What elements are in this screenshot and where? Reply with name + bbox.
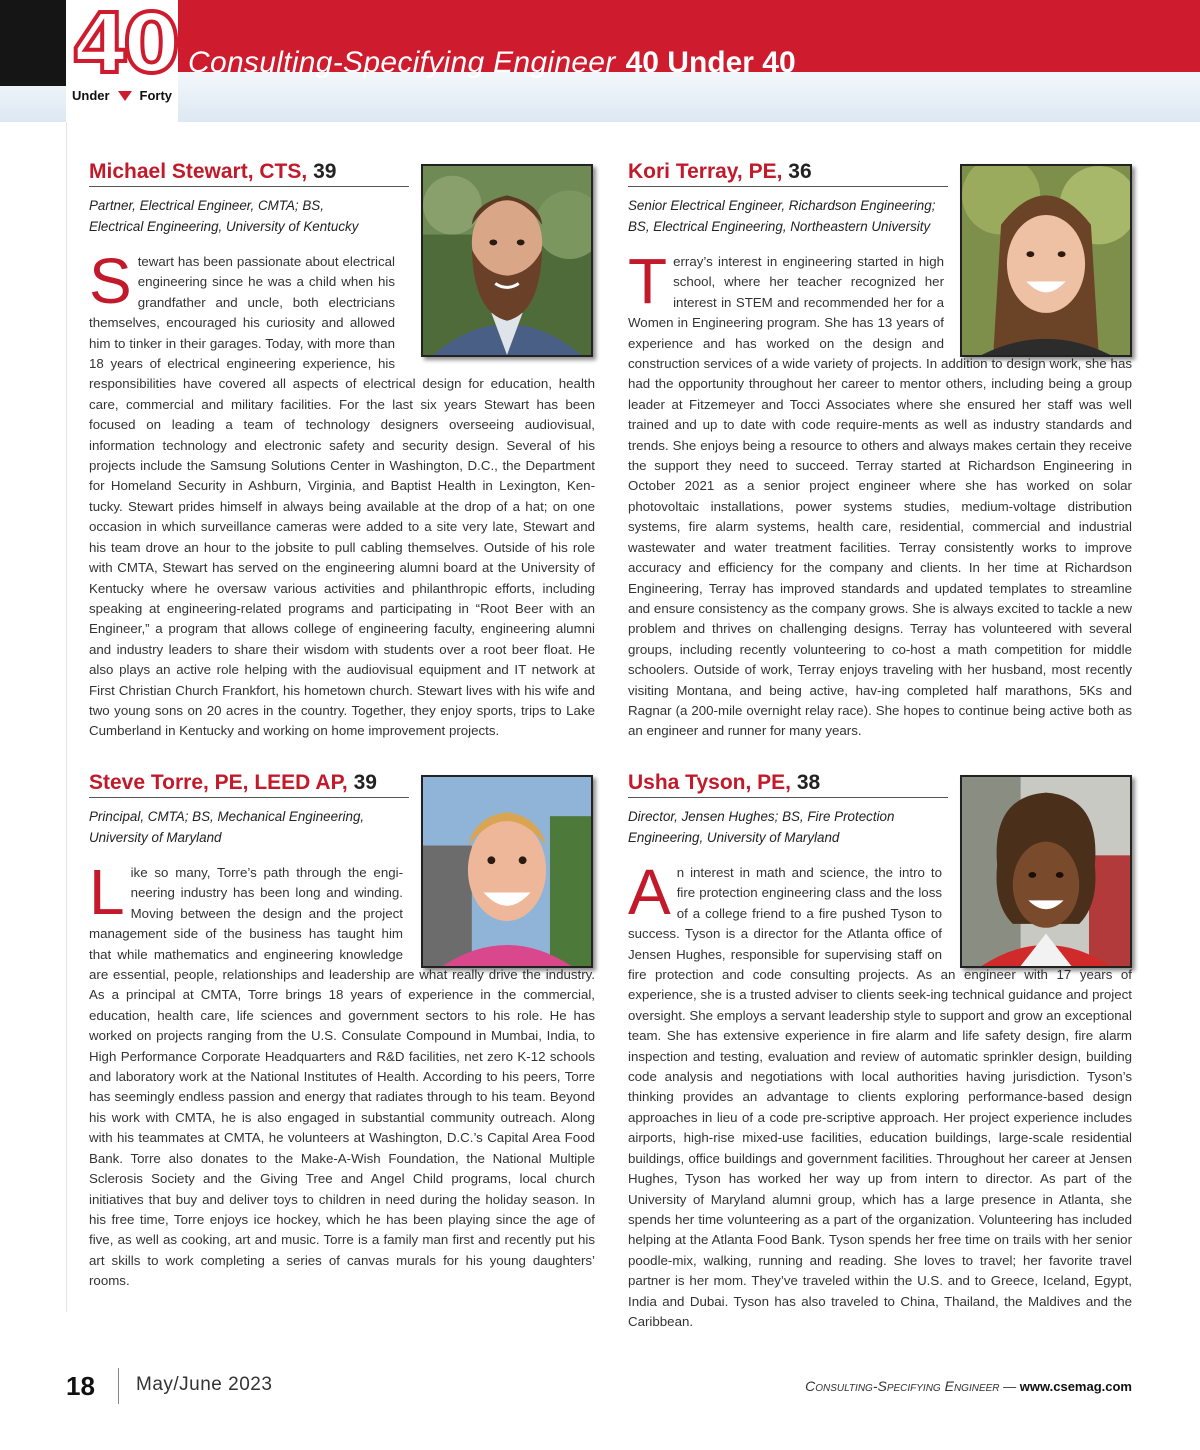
profile-role xyxy=(89,195,414,237)
role-line: Senior Electrical Engineer, Richardson Engineering; xyxy=(628,198,936,213)
headshot-photo xyxy=(421,164,593,357)
drop-cap: S xyxy=(89,245,132,317)
profile-role xyxy=(89,806,414,848)
name-rule xyxy=(628,186,948,187)
profile-michael-stewart xyxy=(89,158,599,742)
logo-forty-text: Forty xyxy=(139,88,172,103)
profile-name-text: Usha Tyson, PE, xyxy=(628,771,791,794)
role-line: BS, Electrical Engineering, Northeastern University xyxy=(628,219,931,234)
profile-age: 39 xyxy=(313,160,337,183)
bio-text: n interest in math and science, the intro to fire protection engineering class and the loss of a college friend to a fire pushed Tyson to success. Tyson is a director for the Atlanta office of Jensen Hughes, responsible for supervising staff on fire protection and code consulting projects. As an engineer with 17 years of experience, she is a trusted adviser to clients seek-ing technical guidance and project oversight. She employs a servant leadership style to support and grow an exceptional team. She has extensive experience in fire alarm and life safety design, fire alarm inspection and testing, evaluation and review of automatic sprinkler design, building code analysis and negotiations with local authorities having jurisdiction. Tyson’s thinking provides an advantage to clients exploring performance-based design approaches in lieu of a code pre-scriptive approach. Her project experience includes airports, high-rise mixed-use facilities, education buildings, large-scale residential buildings, office buildings and government facilities. Throughout her career at Jensen Hughes, Tyson has worked her way up from intern to director. As part of the University of Maryland alumni group, which has a large presence in Atlanta, she spends her time volunteering as a part of the organization. Volunteering has included helping at the Atlanta Food Bank. Tyson spends her free time on trails with her senior poodle-mix, walking, running and reading. She loves to travel; her favorite travel partner is her mom. They’ve traveled within the U.S. and to Greece, Iceland, Egypt, India and Dubai. Tyson has also traveled to China, Thailand, the Maldives and the Caribbean. xyxy=(628,865,1132,1329)
profile-role xyxy=(628,806,953,848)
header-magazine-name: Consulting-Specifying Engineer xyxy=(188,46,616,79)
header-black-tab xyxy=(0,0,66,86)
headshot-photo xyxy=(960,775,1132,968)
profile-age: 39 xyxy=(353,771,377,794)
profile-steve-torre xyxy=(89,769,599,1292)
drop-cap: T xyxy=(628,245,668,317)
role-line: Electrical Engineering, University of Kentucky xyxy=(89,219,359,234)
role-line: University of Maryland xyxy=(89,830,222,845)
page-number: 18 xyxy=(66,1371,95,1401)
headshot-photo xyxy=(421,775,593,968)
profile-usha-tyson xyxy=(628,769,1138,1332)
footer-separator: — xyxy=(1003,1379,1017,1394)
role-line: Director, Jensen Hughes; BS, Fire Protection xyxy=(628,809,895,824)
name-rule xyxy=(628,797,948,798)
profile-age: 38 xyxy=(796,771,821,794)
page-footer xyxy=(0,1368,1200,1408)
profile-age: 36 xyxy=(788,160,812,183)
name-rule xyxy=(89,797,409,798)
issue-date: May/June 2023 xyxy=(136,1374,273,1395)
bio-text: erray’s interest in engineering started in high school, where her teacher recognized her interest in STEM and recommended her for a Women in Engineering program. She has 13 years of experience and has worked on the design and construction services of a wide variety of projects. In addition to design work, she has had the opportunity throughout her career to mentor others, including being a group leader at Fitzemeyer and Tocci Associates where she ensured her staff was well trained and up to date with code require-ments as well as industry standards and trends. She enjoys being a resource to others and always makes certain they receive the support they need to succeed. Terray started at Richardson Engineering in October 2021 as a senior project engineer where she has worked on solar photovoltaic installations, power systems studies, medium-voltage distribution systems, fire alarm systems, health care, residential, commercial and industrial wastewater and water treatment facilities. Terray consistently works to improve accuracy and efficiency for the company and clients. In her time at Richardson Engineering, Terray has improved standards and updated templates to streamline and ensure consistency as the company grows. She is always excited to tackle a new problem and thrives on challenging designs. Terray has volunteered with several groups, including recently volunteering to co-host a math competition for middle schoolers. Outside of work, Terray enjoys traveling with her husband, most recently visiting Montana, and being active, hav-ing completed half marathons, 5Ks and Ragnar (a 200-mile overnight relay race). She hopes to continue being active both as an engineer and runner for many years. xyxy=(628,254,1132,739)
footer-url-link[interactable]: www.csemag.com xyxy=(1019,1379,1132,1394)
footer-magazine-name: Consulting-Specifying Engineer xyxy=(805,1378,1000,1394)
logo-subtitle xyxy=(72,88,172,103)
profile-name-text: Steve Torre, PE, LEED AP, xyxy=(89,771,348,794)
page-header xyxy=(0,0,1200,122)
drop-cap: L xyxy=(89,856,125,928)
drop-cap: A xyxy=(628,856,671,928)
role-line: Partner, Electrical Engineer, CMTA; BS, xyxy=(89,198,324,213)
role-line: Engineering, University of Maryland xyxy=(628,830,840,845)
footer-divider xyxy=(118,1368,119,1404)
profile-name-text: Michael Stewart, CTS, xyxy=(89,160,308,183)
header-feature-name: 40 Under 40 xyxy=(625,46,796,79)
bio-text: tewart has been passionate about electrical engineering since he was a child when his grandfather and uncle, both electricians themselves, encouraged his curiosity and allowed him to tinker in their garages. Today, with more than 18 years of electrical engineering experience, his responsibilities have covered all aspects of electrical design for education, health care, commercial and military facilities. For the last six years Stewart has been focused on leading a team of technology designers overseeing audiovisual, information technology and electronic safety and security design. Several of his projects include the Samsung Solutions Center in Washington, D.C., the Department for Homeland Security in Ashburn, Virginia, and Baptist Health in Lexington, Ken-tucky. Stewart prides himself in always being available at the drop of a hat; on one occasion in which surveillance cameras were added to a site very late, Stewart and his team drove an hour to the jobsite to pull cabling themselves. Outside of his role with CMTA, Stewart has served on the engineering alumni board at the University of Kentucky where he oversaw various activities and philanthropic efforts, including speaking at engineering-related programs and participating in “Root Beer with an Engineer,” a program that allows college of engineering faculty, engineering alumni and industry leaders to share their wisdom with students over a root beer float. He also plays an active role helping with the audiovisual equipment and IT network at First Christian Church Frankfort, his hometown church. Stewart lives with his wife and two young sons on 20 acres in the country. Together, they enjoy sports, trips to Lake Cumberland in Kentucky and working on home improvement projects. xyxy=(89,254,595,739)
profile-role xyxy=(628,195,953,237)
footer-credit xyxy=(805,1378,1132,1394)
profile-name-text: Kori Terray, PE, xyxy=(628,160,783,183)
logo-under-text: Under xyxy=(72,88,110,103)
headshot-photo xyxy=(960,164,1132,357)
bio-text: ike so many, Torre’s path through the engi-neering industry has been long and winding. Moving between the design and the project management side of the business has taught him that while mathematics and engineering knowledge are essential, people, relationships and leadership are what really drive the industry. As a principal at CMTA, Torre brings 18 years of experience in the commercial, education, health care, life sciences and government sectors to his role. He has worked on projects ranging from the U.S. Consulate Compound in Mumbai, India, to High Performance Corporate Headquarters and R&D facilities, net zero K-12 schools and laboratory work at the National Institutes of Health. According to his peers, Torre has seemingly endless passion and energy that radiates through to his team. Beyond his work with CMTA, he is also engaged in substantial community outreach. Along with his teammates at CMTA, he volunteers at Washington, D.C.’s Capital Area Food Bank. Torre also donates to the Make-A-Wish Foundation, the National Multiple Sclerosis Society and the Giving Tree and Angel Child programs, local church initiatives that buy and deliver toys to children in need during the holiday season. In his free time, Torre enjoys ice hockey, which he has been playing since the age of five, as well as cooking, art and music. Torre is a family man first and recently put his art skills to work completing a series of canvas murals for his young daughters’ rooms. xyxy=(89,865,595,1289)
logo-triangle-icon xyxy=(118,91,132,101)
name-rule xyxy=(89,186,409,187)
role-line: Principal, CMTA; BS, Mechanical Engineering, xyxy=(89,809,365,824)
left-margin-rule xyxy=(66,122,67,1312)
logo-number: 40 xyxy=(72,0,175,92)
header-title xyxy=(188,46,796,80)
profile-kori-terray xyxy=(628,158,1138,742)
40-under-40-logo xyxy=(66,0,178,122)
